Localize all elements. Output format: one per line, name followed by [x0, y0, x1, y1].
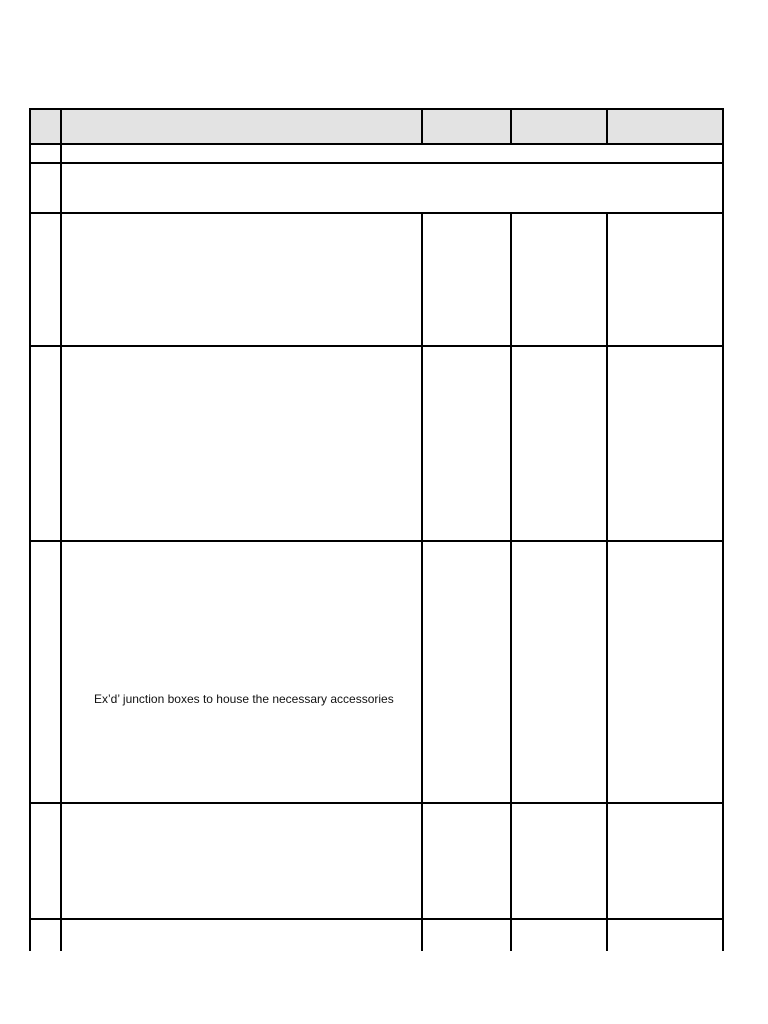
row-divider-4 [29, 540, 724, 542]
header-cell-col5 [608, 109, 723, 144]
header-cell-number [30, 109, 60, 144]
table-left-border [29, 108, 31, 951]
junction-box-description: Ex’d’ junction boxes to house the necessary accessories [94, 692, 394, 706]
body-col-border-1 [421, 212, 423, 951]
body-col-border-3 [606, 212, 608, 951]
row-divider-3 [29, 345, 724, 347]
row-divider-5 [29, 802, 724, 804]
body-col-border-2 [510, 212, 512, 951]
table-top-border [29, 108, 724, 110]
header-col-border-3 [606, 108, 608, 145]
row-divider-6 [29, 918, 724, 920]
header-col-border-1 [421, 108, 423, 145]
header-cell-col3 [423, 109, 511, 144]
table-right-border [722, 108, 724, 951]
header-col-border-2 [510, 108, 512, 145]
row-divider-2 [29, 212, 724, 214]
number-column-border [60, 108, 62, 951]
header-cell-col4 [512, 109, 607, 144]
header-bottom-border [29, 143, 724, 145]
row-divider-1 [29, 162, 724, 164]
header-cell-description [61, 109, 422, 144]
